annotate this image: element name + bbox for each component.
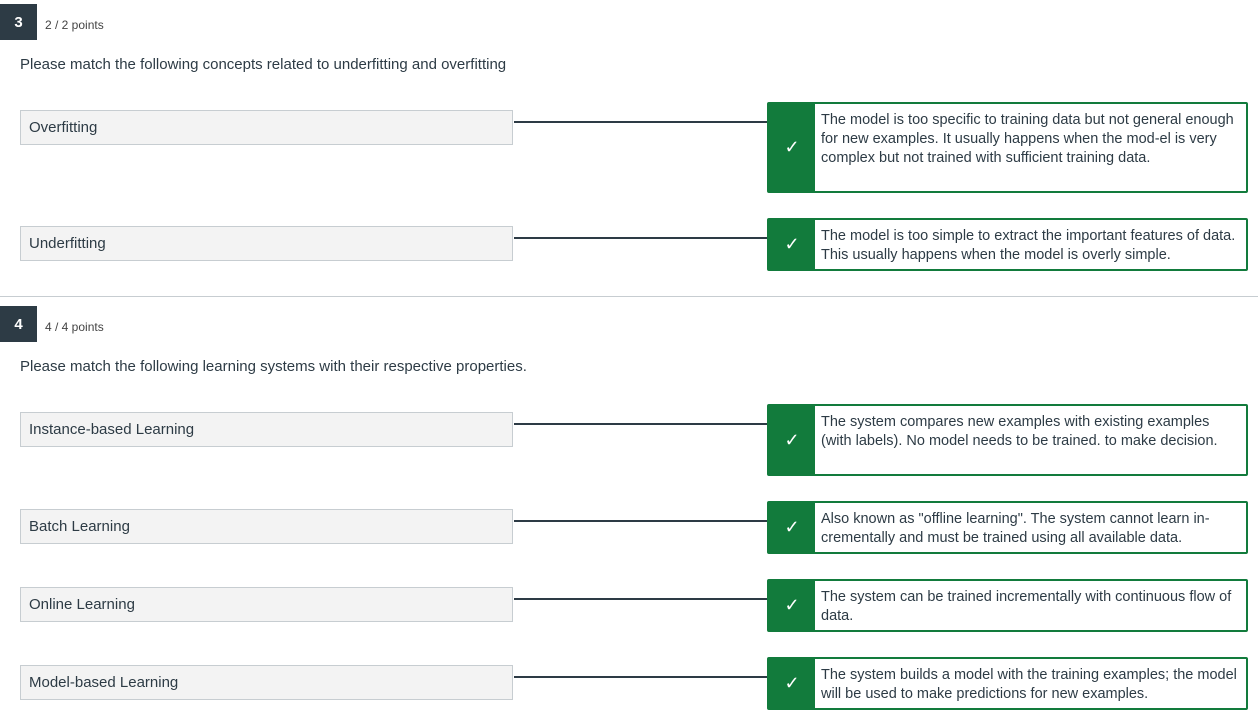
match-term[interactable]: Online Learning [20, 587, 513, 622]
match-connector [514, 676, 768, 678]
match-answer-text: The system builds a model with the training examples; the model will be used to make predictions for new examples. [821, 667, 1237, 702]
match-connector [514, 520, 768, 522]
check-icon: ✓ [769, 503, 815, 552]
question-number: 3 [0, 4, 37, 40]
question-points: 4 / 4 points [45, 320, 104, 334]
check-icon: ✓ [769, 406, 815, 474]
match-answer[interactable] [767, 404, 1248, 476]
match-answer[interactable] [767, 102, 1248, 193]
match-answer[interactable] [767, 501, 1248, 554]
check-icon: ✓ [769, 220, 815, 269]
match-term[interactable]: Underfitting [20, 226, 513, 261]
question-divider [0, 296, 1258, 297]
question-points: 2 / 2 points [45, 18, 104, 32]
match-answer[interactable] [767, 218, 1248, 271]
match-term[interactable]: Batch Learning [20, 509, 513, 544]
question-prompt: Please match the following concepts related to underfitting and overfitting [20, 56, 507, 73]
match-term[interactable]: Overfitting [20, 110, 513, 145]
match-answer[interactable] [767, 579, 1248, 632]
match-connector [514, 121, 768, 123]
match-term[interactable]: Instance-based Learning [20, 412, 513, 447]
question-prompt: Please match the following learning systems with their respective properties. [20, 358, 527, 375]
match-connector [514, 423, 768, 425]
match-connector [514, 598, 768, 600]
match-answer-text: The system can be trained incrementally with continuous flow of data. [821, 589, 1232, 624]
check-icon: ✓ [769, 104, 815, 191]
match-term[interactable]: Model-based Learning [20, 665, 513, 700]
match-answer-text: The model is too simple to extract the important features of data. This usually happens when the model is overly simple. [821, 228, 1236, 263]
check-icon: ✓ [769, 581, 815, 630]
question-number: 4 [0, 306, 37, 342]
match-connector [514, 237, 768, 239]
match-answer-text: The system compares new examples with existing examples (with labels). No model needs to be trained. to make decision. [821, 414, 1218, 449]
match-answer[interactable] [767, 657, 1248, 710]
check-icon: ✓ [769, 659, 815, 708]
match-answer-text: The model is too specific to training data but not general enough for new examples. It usually happens when the mod-el is very complex but not trained with sufficient training data. [821, 112, 1234, 166]
match-answer-text: Also known as "offline learning". The system cannot learn in-crementally and must be trained using all available data. [821, 511, 1210, 546]
